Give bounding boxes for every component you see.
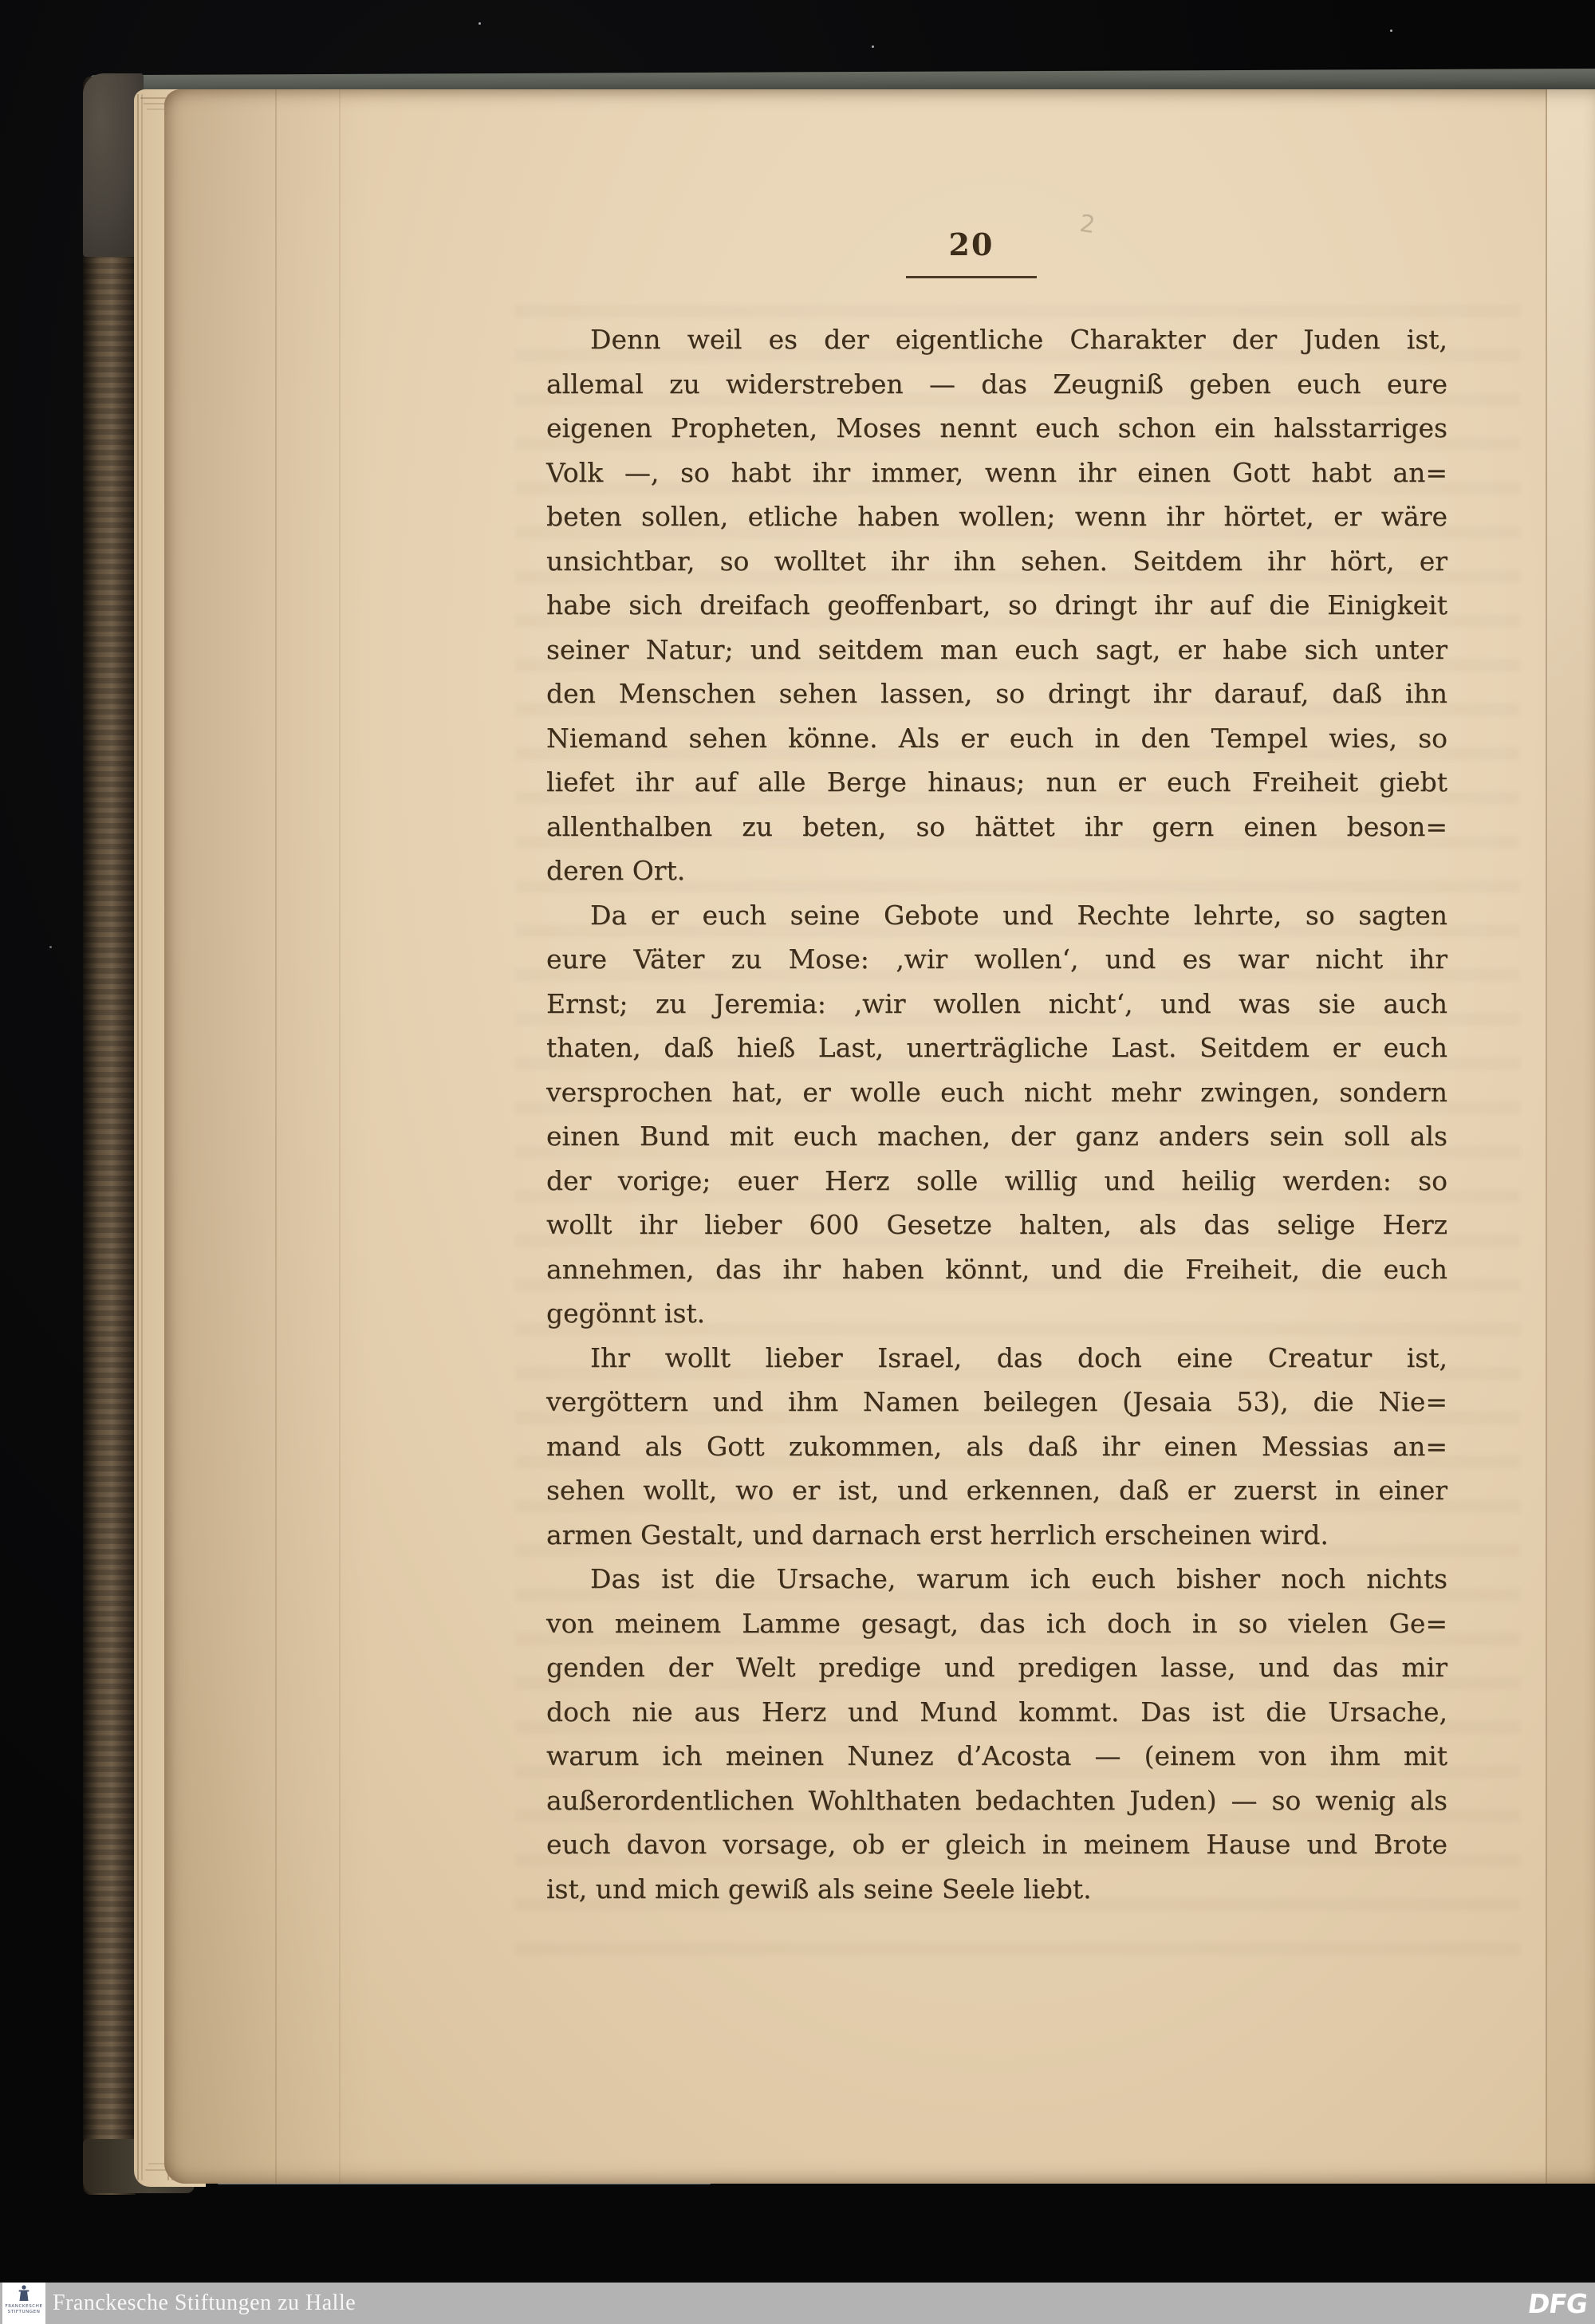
text-line: einen Bund mit euch machen, der ganz anders sein soll als	[546, 1121, 1447, 1152]
text-line: gegönnt ist.	[546, 1298, 706, 1329]
dust-speck	[1390, 30, 1392, 32]
page-right-fold	[1546, 89, 1547, 2184]
text-line: vergöttern und ihm Namen beilegen (Jesaia 53), die Nie=	[546, 1386, 1447, 1417]
text-line: thaten, daß hieß Last, unerträgliche Last. Seitdem er euch	[546, 1032, 1447, 1063]
dust-speck	[872, 45, 874, 48]
text-line: Volk —, so habt ihr immer, wenn ihr einen Gott habt an=	[546, 456, 1447, 488]
dust-speck	[49, 946, 52, 948]
text-line: doch nie aus Herz und Mund kommt. Das ist die Ursache,	[546, 1696, 1447, 1727]
text-line: Da er euch seine Gebote und Rechte lehrte, so sagten	[590, 899, 1447, 931]
book-cover-spine-edge	[83, 77, 136, 2195]
page-number: 20	[948, 226, 994, 262]
pencil-mark: 2	[1077, 209, 1097, 240]
page-crease	[339, 89, 341, 2184]
underlying-page-edge	[1547, 89, 1595, 2184]
text-line: armen Gestalt, und darnach erst herrlich erscheinen wird.	[546, 1518, 1329, 1550]
page-edge-line	[137, 94, 139, 2180]
text-line: annehmen, das ihr haben könnt, und die Freiheit, die euch	[546, 1253, 1447, 1285]
text-line: liefet ihr auf alle Berge hinaus; nun er euch Freiheit giebt	[546, 766, 1447, 798]
text-line: Denn weil es der eigentliche Charakter der Juden ist,	[590, 324, 1447, 355]
book-page	[164, 89, 1595, 2184]
text-line: eigenen Propheten, Moses nennt euch schon ein halsstarriges	[546, 412, 1447, 443]
page-number-rule	[906, 276, 1037, 278]
institution-logo	[2, 2283, 45, 2324]
text-line: allemal zu widerstreben — das Zeugniß geben euch eure	[546, 368, 1447, 400]
text-line: mand als Gott zukommen, als daß ihr einen Messias an=	[546, 1430, 1447, 1462]
text-line: seiner Natur; und seitdem man euch sagt, er habe sich unter	[546, 633, 1447, 665]
text-line: Ernst; zu Jeremia: ‚wir wollen nicht‘, und was sie auch	[546, 987, 1447, 1019]
franckesche-logo-icon	[18, 2285, 30, 2302]
dust-speck	[478, 22, 481, 25]
text-line: unsichtbar, so wolltet ihr ihn sehen. Seitdem ihr hört, er	[546, 545, 1447, 577]
text-line: allenthalben zu beten, so hättet ihr gern einen beson=	[546, 810, 1447, 842]
logo-caption-line2: STIFTUNGEN	[7, 2310, 41, 2314]
text-line: genden der Welt predige und predigen lasse, und das mir	[546, 1652, 1447, 1683]
footer-bar	[0, 2283, 1595, 2324]
page-crease	[275, 89, 277, 2184]
text-line: versprochen hat, er wolle euch nicht mehr zwingen, sondern	[546, 1076, 1447, 1108]
text-line: habe sich dreifach geoffenbart, so dringt ihr auf die Einigkeit	[546, 589, 1447, 620]
gutter-shadow	[164, 89, 372, 2184]
text-line: warum ich meinen Nunez d’Acosta — (einem von ihm mit	[546, 1740, 1447, 1771]
text-line: von meinem Lamme gesagt, das ich doch in so vielen Ge=	[546, 1607, 1447, 1639]
text-line: Das ist die Ursache, warum ich euch bisher noch nichts	[590, 1563, 1447, 1594]
text-line: Niemand sehen könne. Als er euch in den Tempel wies, so	[546, 722, 1447, 754]
text-line: den Menschen sehen lassen, so dringt ihr darauf, daß ihn	[546, 678, 1447, 709]
page-edge-line	[141, 94, 143, 2180]
text-line: Ihr wollt lieber Israel, das doch eine Creatur ist,	[590, 1341, 1447, 1373]
text-line: euch davon vorsage, ob er gleich in meinem Hause und Brote	[546, 1829, 1447, 1860]
body-text	[546, 317, 1447, 1911]
institution-name: Franckesche Stiftungen zu Halle	[53, 2291, 356, 2315]
text-line: beten sollen, etliche haben wollen; wenn ihr hörtet, er wäre	[546, 501, 1447, 532]
dfg-logo: DFG	[1526, 2287, 1589, 2319]
text-line: der vorige; euer Herz solle willig und heilig werden: so	[546, 1164, 1447, 1196]
text-line: deren Ort.	[546, 855, 686, 886]
text-line: wollt ihr lieber 600 Gesetze halten, als das selige Herz	[546, 1209, 1447, 1240]
logo-caption-line1: FRANCKESCHE	[5, 2304, 43, 2309]
text-line: ist, und mich gewiß als seine Seele liebt.	[546, 1873, 1092, 1904]
text-line: außerordentlichen Wohlthaten bedachten Juden) — so wenig als	[546, 1784, 1447, 1816]
text-line: eure Väter zu Mose: ‚wir wollen‘, und es war nicht ihr	[546, 943, 1447, 975]
text-line: sehen wollt, wo er ist, und erkennen, daß er zuerst in einer	[546, 1475, 1447, 1506]
